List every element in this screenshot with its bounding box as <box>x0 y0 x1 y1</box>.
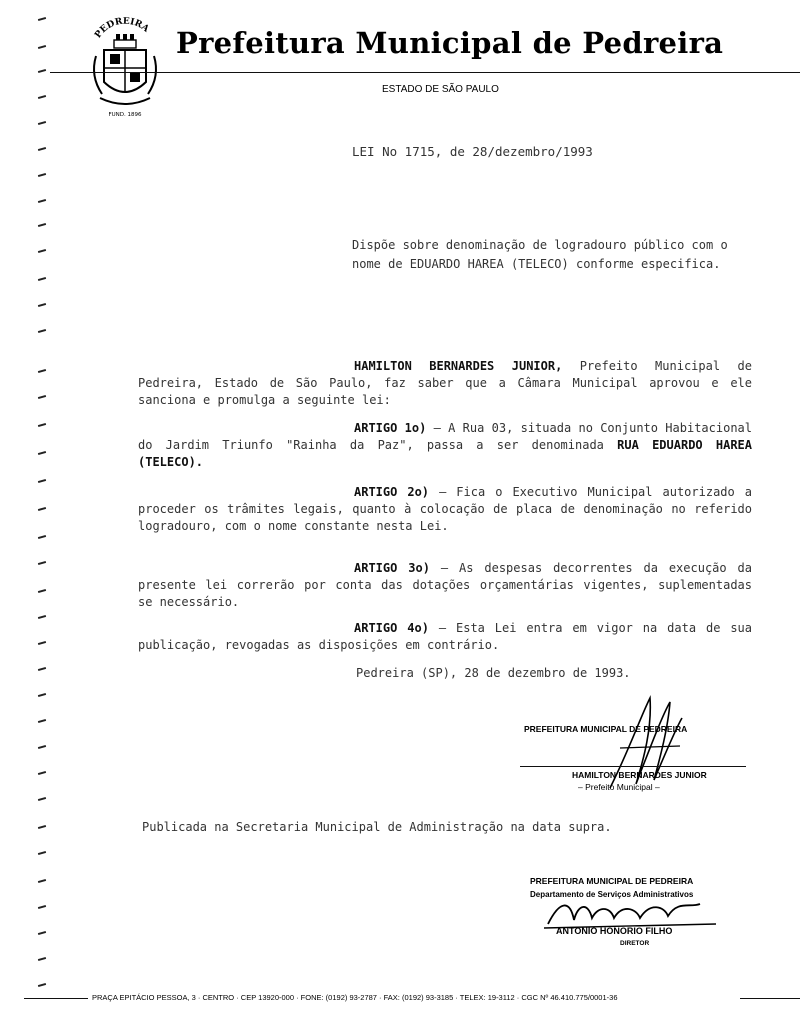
director-role: DIRETOR <box>620 940 650 947</box>
mayor-name-sign: HAMILTON BERNARDES JUNIOR <box>572 770 707 780</box>
preamble-paragraph <box>138 358 752 409</box>
street-name: RUA EDUARDO HAREA (TELECO). <box>138 438 752 469</box>
city-crest <box>86 16 164 120</box>
director-name: ANTONIO HONORIO FILHO <box>556 926 673 936</box>
article-1-text: – A Rua 03, situada no Conjunto Habitacional do Jardim Triunfo "Rainha da Paz", passa a ser denominada <box>138 421 752 452</box>
preamble-text: Prefeito Municipal de Pedreira, Estado de São Paulo, faz saber que a Câmara Municipal aprovou e ele sanciona e promulga a seguinte lei: <box>138 359 752 407</box>
page-title: Prefeitura Municipal de Pedreira <box>176 26 724 60</box>
article-2 <box>138 484 752 535</box>
state-name: ESTADO DE SÃO PAULO <box>382 84 499 95</box>
mayor-signature-line <box>520 766 746 767</box>
article-2-label: ARTIGO 2o) <box>354 485 430 499</box>
mayor-role: – Prefeito Municipal – <box>578 782 660 792</box>
mayor-name: HAMILTON BERNARDES JUNIOR, <box>354 359 563 373</box>
article-4-label: ARTIGO 4o) <box>354 621 429 635</box>
crest-bottom-text: FUND. 1896 <box>108 112 142 118</box>
article-4 <box>138 620 752 654</box>
header-rule <box>50 72 800 73</box>
binder-marks <box>30 0 60 1016</box>
director-stamp: PREFEITURA MUNICIPAL DE PEDREIRA <box>530 876 694 886</box>
article-3-text: – As despesas decorrentes da execução da presente lei correrão por conta das dotações orçamentárias vigentes, suplementadas se necessário. <box>138 561 752 609</box>
law-title: LEI No 1715, de 28/dezembro/1993 <box>352 144 593 159</box>
footer-rule-left <box>24 998 88 999</box>
article-1 <box>138 420 752 471</box>
article-3-label: ARTIGO 3o) <box>354 561 430 575</box>
crest-top-text: PEDREIRA <box>93 16 151 41</box>
article-3 <box>138 560 752 611</box>
director-department: Departamento de Serviços Administrativos <box>530 890 694 899</box>
svg-text:PEDREIRA <box>93 17 151 41</box>
law-ementa: Dispõe sobre denominação de logradouro público com o nome de EDUARDO HAREA (TELECO) conforme especifica. <box>352 238 728 271</box>
article-1-label: ARTIGO 1o) <box>354 421 427 435</box>
footer-address: PRAÇA EPITÁCIO PESSOA, 3 · CENTRO · CEP 13920-000 · FONE: (0192) 93-2787 · FAX: (0192) 93-3185 · TELEX: 19-3112 · CGC Nº 46.410.775/0001-36 <box>92 993 618 1002</box>
footer-rule-right <box>740 998 800 999</box>
article-4-text: – Esta Lei entra em vigor na data de sua publicação, revogadas as disposições em contrário. <box>138 621 753 652</box>
date-line: Pedreira (SP), 28 de dezembro de 1993. <box>356 666 631 680</box>
publication-note: Publicada na Secretaria Municipal de Administração na data supra. <box>142 820 612 834</box>
article-2-text: – Fica o Executivo Municipal autorizado a proceder os trâmites legais, quanto à colocação de placa de denominação no referido logradouro, com o nome constante nesta Lei. <box>138 485 752 533</box>
mayor-stamp: PREFEITURA MUNICIPAL DE PEDREIRA <box>524 724 688 734</box>
